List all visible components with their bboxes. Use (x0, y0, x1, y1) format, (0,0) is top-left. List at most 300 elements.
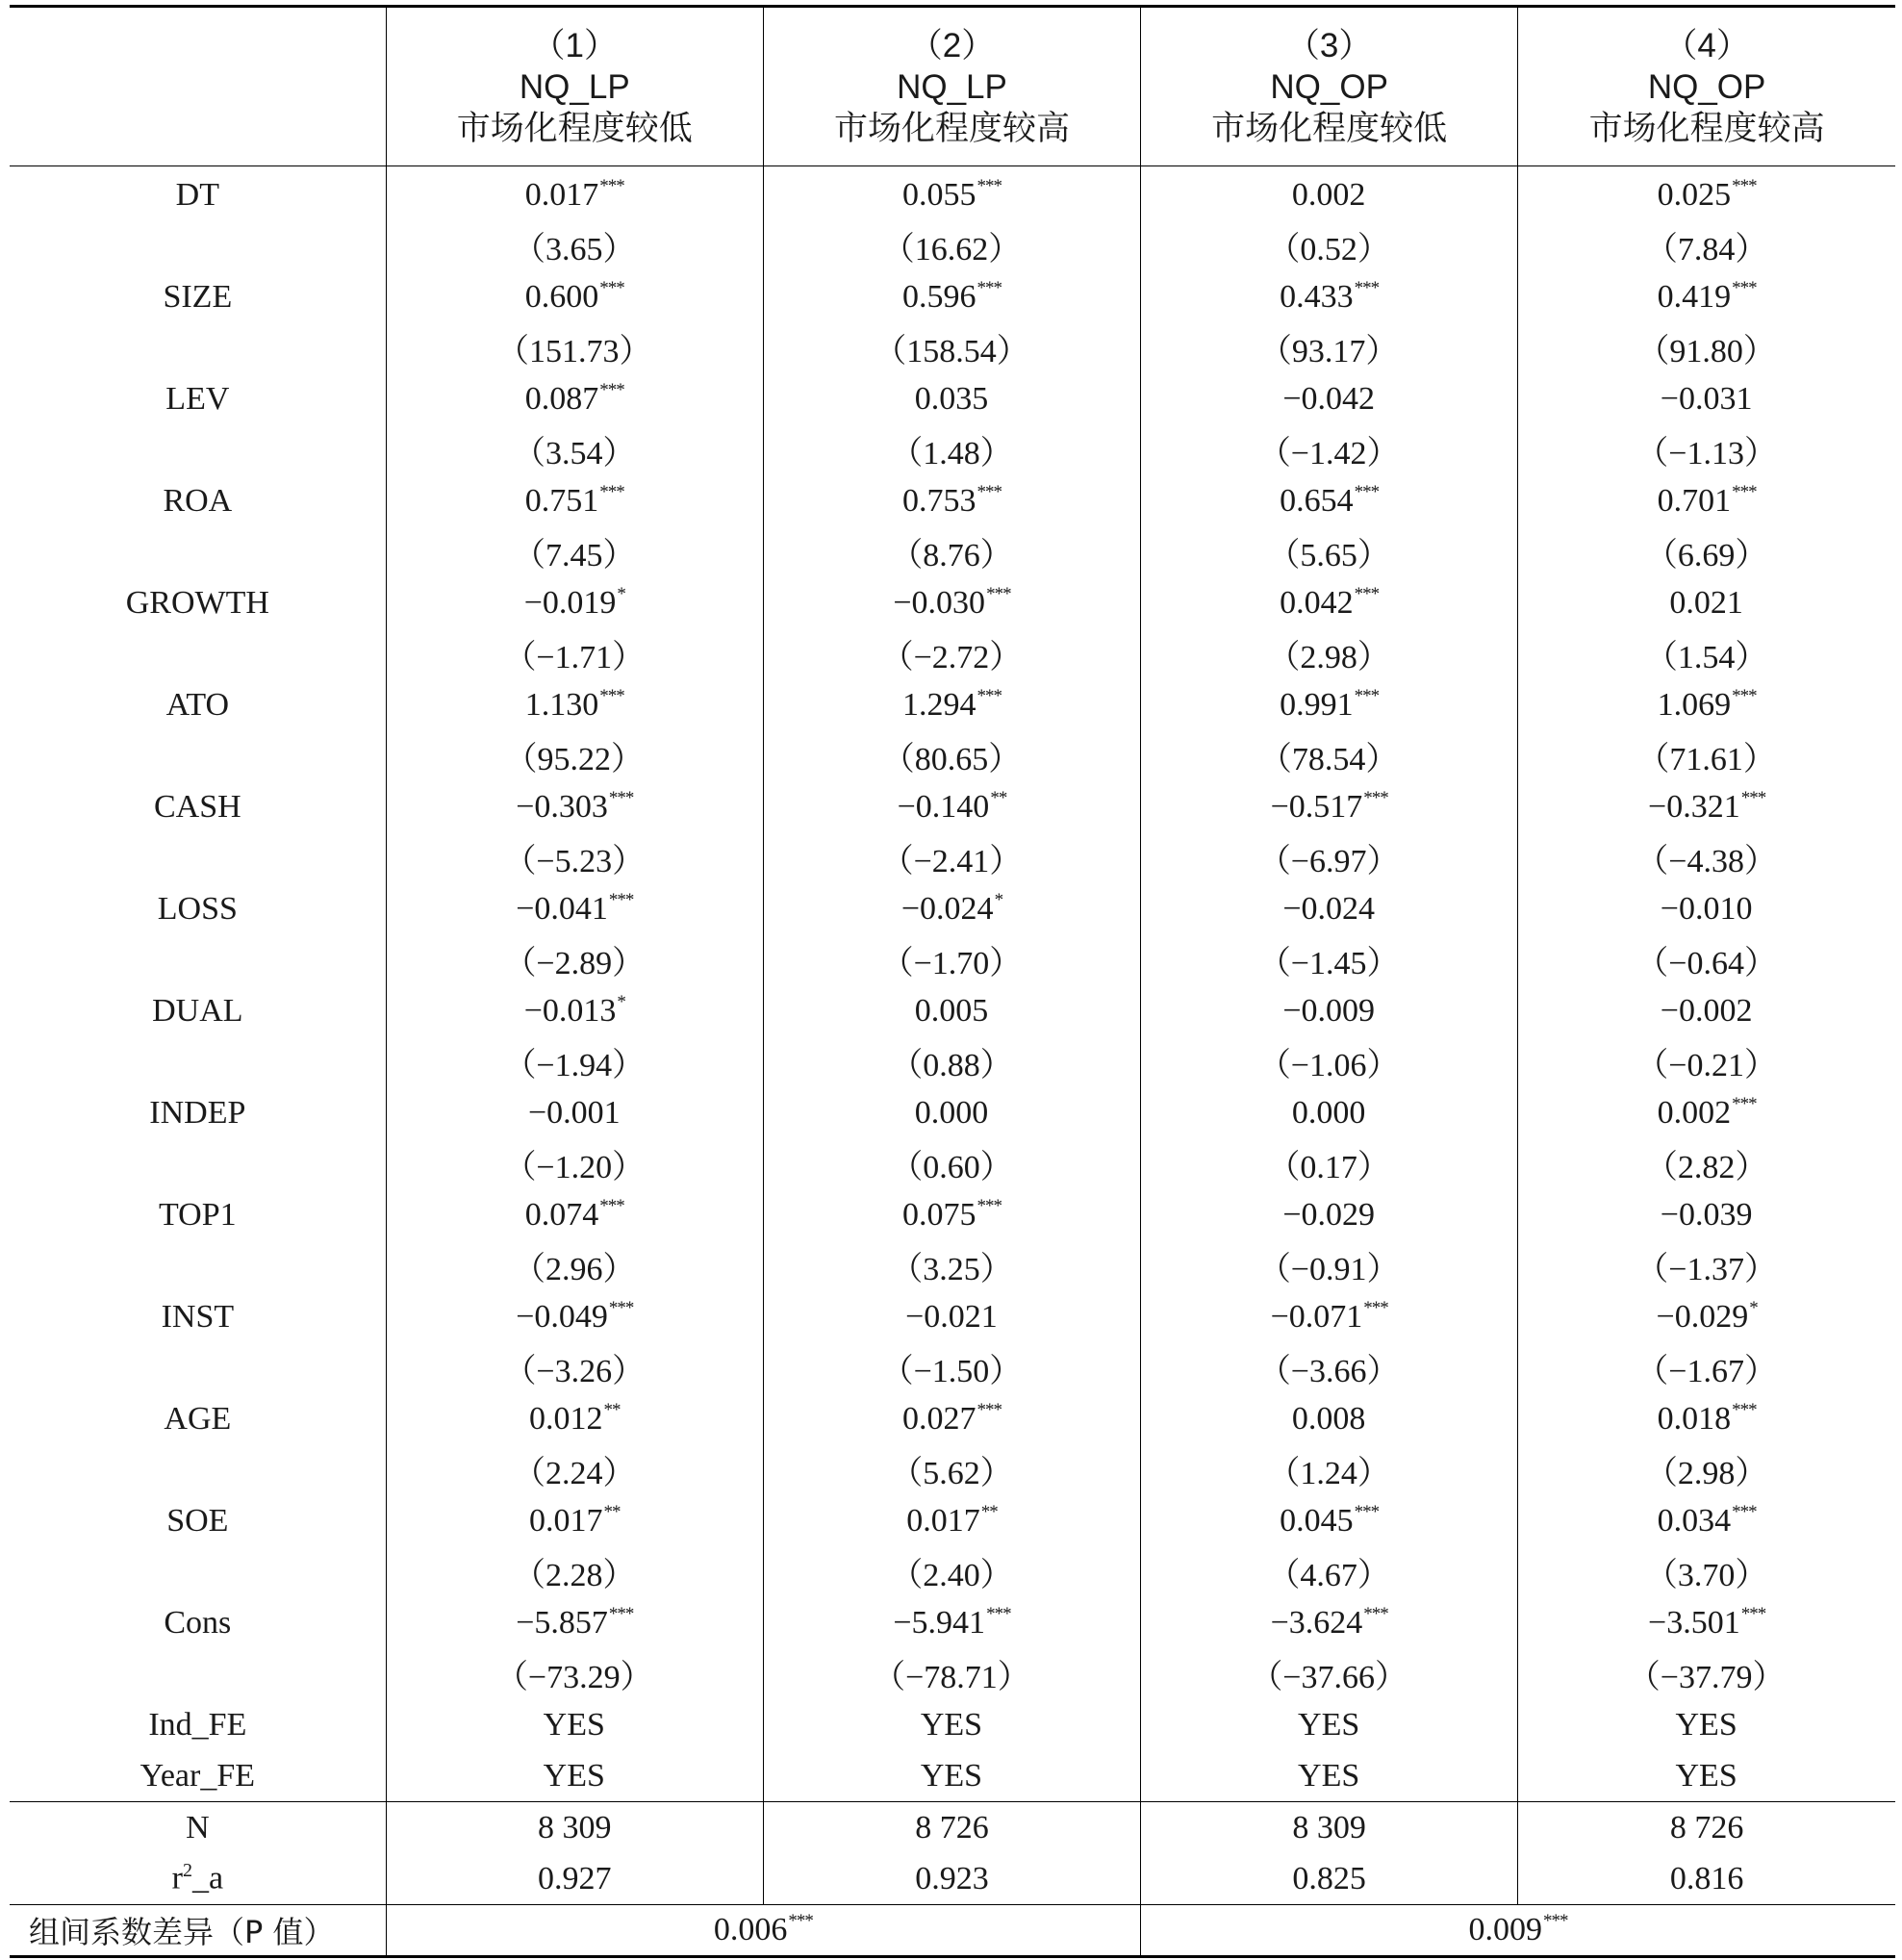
significance-stars: *** (976, 481, 1002, 502)
cell-value: 0.433 (1280, 278, 1354, 315)
row-label (10, 1546, 386, 1597)
row-label: AGE (10, 1393, 386, 1444)
col-variable: NQ_OP (1647, 67, 1766, 106)
col-number: （1） (531, 26, 619, 64)
value-cell (1141, 526, 1518, 577)
value-cell (763, 166, 1140, 221)
cell-value: 0.018 (1657, 1400, 1732, 1437)
table-row (10, 985, 1895, 1036)
row-label: Year_FE (10, 1750, 386, 1802)
significance-stars: *** (608, 1603, 634, 1624)
value-cell (386, 781, 763, 832)
significance-stars: *** (1363, 1603, 1388, 1624)
col-variable: NQ_LP (519, 67, 630, 106)
stat-cell: 8 726 (1518, 1802, 1895, 1854)
cell-value: （−73.29） (495, 1660, 653, 1695)
cell-value: （3.70） (1644, 1558, 1768, 1593)
cell-value: YES (1298, 1706, 1360, 1743)
significance-stars: *** (1732, 175, 1757, 196)
table-row (10, 781, 1895, 832)
row-label: INDEP (10, 1087, 386, 1138)
value-cell (763, 1750, 1140, 1802)
value-cell (1141, 322, 1518, 373)
value-cell (763, 1699, 1140, 1750)
value-cell (1518, 1342, 1895, 1393)
cell-value: （16.62） (881, 232, 1022, 267)
value-cell (1518, 832, 1895, 883)
row-label (10, 1648, 386, 1699)
cell-value: −0.030 (893, 584, 986, 621)
significance-stars: *** (1354, 277, 1380, 298)
cell-value: 0.751 (524, 482, 599, 519)
value-cell (386, 577, 763, 628)
cell-value: 0.002 (1291, 176, 1366, 213)
value-cell (1518, 679, 1895, 730)
significance-stars: *** (608, 889, 634, 910)
row-label (10, 526, 386, 577)
table-row (10, 1648, 1895, 1699)
row-label: ATO (10, 679, 386, 730)
cell-value: 0.035 (914, 380, 989, 417)
table-row (10, 832, 1895, 883)
table-row (10, 1189, 1895, 1240)
label-base: r (171, 1860, 183, 1896)
table-row (10, 1802, 1895, 1854)
cell-value: 0.000 (1291, 1094, 1366, 1131)
cell-value: −0.024 (1282, 890, 1375, 927)
value-cell (1518, 1036, 1895, 1087)
cell-value: −0.041 (516, 890, 608, 927)
cell-value: −0.039 (1660, 1196, 1753, 1233)
footer-row-group (10, 1905, 1895, 1957)
row-label: DUAL (10, 985, 386, 1036)
significance-stars: * (1749, 1297, 1758, 1318)
value-cell (386, 322, 763, 373)
cell-value: （−2.41） (880, 844, 1023, 879)
value-cell (1141, 883, 1518, 934)
value-cell (1518, 475, 1895, 526)
value-cell (1141, 577, 1518, 628)
significance-stars: *** (599, 481, 624, 502)
table-header (10, 7, 1895, 166)
cell-value: （−2.89） (503, 946, 646, 981)
significance-stars: *** (1732, 481, 1757, 502)
significance-stars: *** (976, 277, 1002, 298)
value-cell (1141, 166, 1518, 221)
value-cell (386, 730, 763, 781)
row-label: LOSS (10, 883, 386, 934)
cell-value: 0.419 (1657, 278, 1732, 315)
cell-value: （−1.94） (503, 1048, 646, 1083)
col-group: 市场化程度较低 (1211, 109, 1448, 147)
value-cell (763, 1648, 1140, 1699)
table-row (10, 1546, 1895, 1597)
cell-value: 0.055 (901, 176, 976, 213)
value-cell (386, 526, 763, 577)
table-row (10, 1853, 1895, 1905)
cell-value: 0.017 (529, 1502, 603, 1539)
table-row (10, 1393, 1895, 1444)
value-cell (763, 832, 1140, 883)
value-cell (763, 1444, 1140, 1495)
value-cell (1141, 832, 1518, 883)
significance-stars: *** (599, 175, 624, 196)
cell-value: 0.654 (1280, 482, 1354, 519)
col-number: （4） (1663, 26, 1750, 64)
stats-rows (10, 1802, 1895, 1905)
stat-cell: 0.816 (1669, 1860, 1744, 1896)
value-cell (1518, 1189, 1895, 1240)
value-cell (1141, 730, 1518, 781)
significance-stars: * (617, 991, 625, 1012)
footer-value-op (1141, 1905, 1895, 1957)
cell-value: YES (543, 1706, 605, 1743)
value-cell (1518, 1393, 1895, 1444)
value-cell (763, 220, 1140, 271)
table-row (10, 679, 1895, 730)
value-cell (763, 1393, 1140, 1444)
value-cell (386, 1189, 763, 1240)
cell-value: YES (1675, 1757, 1737, 1794)
value-cell (1141, 271, 1518, 322)
table-row (10, 322, 1895, 373)
row-label (10, 424, 386, 475)
row-label (10, 1853, 386, 1905)
cell-value: （93.17） (1258, 334, 1399, 369)
row-label: SOE (10, 1495, 386, 1546)
regression-table (10, 5, 1895, 1958)
col-number: （2） (908, 26, 996, 64)
cell-value: YES (920, 1757, 983, 1794)
cell-value: （−6.97） (1257, 844, 1400, 879)
value-cell (763, 1291, 1140, 1342)
cell-value: −0.049 (516, 1298, 608, 1335)
value-cell (1518, 322, 1895, 373)
cell-value: 0.075 (901, 1196, 976, 1233)
value-cell (1141, 1291, 1518, 1342)
cell-value: −0.009 (1282, 992, 1375, 1029)
footer-value-lp (386, 1905, 1140, 1957)
significance-stars: *** (608, 1297, 634, 1318)
cell-value: 0.034 (1657, 1502, 1732, 1539)
value-cell (1518, 526, 1895, 577)
cell-value: 0.991 (1280, 686, 1354, 723)
cell-value: （71.61） (1636, 742, 1776, 777)
value-cell (1141, 1750, 1518, 1802)
stat-cell: 8 726 (763, 1802, 1140, 1854)
value-cell (763, 577, 1140, 628)
table-row (10, 730, 1895, 781)
row-label: LEV (10, 373, 386, 424)
cell-value: −0.001 (527, 1094, 621, 1131)
table-row (10, 883, 1895, 934)
cell-value: 0.074 (524, 1196, 599, 1233)
value-cell (1518, 166, 1895, 221)
table-row (10, 1495, 1895, 1546)
cell-value: 0.017 (524, 176, 599, 213)
cell-value: 0.017 (906, 1502, 980, 1539)
table-row (10, 1444, 1895, 1495)
value-cell (1518, 271, 1895, 322)
value-cell (763, 730, 1140, 781)
label-rest: _a (191, 1860, 224, 1896)
cell-value: （2.96） (513, 1252, 636, 1287)
cell-value: （8.76） (890, 538, 1013, 573)
value-cell (763, 424, 1140, 475)
table-row (10, 526, 1895, 577)
significance-stars: *** (599, 685, 624, 706)
value-cell (1141, 1036, 1518, 1087)
significance-stars: *** (1740, 1603, 1766, 1624)
value-cell (763, 985, 1140, 1036)
cell-value: （78.54） (1258, 742, 1399, 777)
significance-stars: ** (603, 1501, 621, 1522)
value-cell (386, 985, 763, 1036)
value-cell (1141, 220, 1518, 271)
cell-value: （−1.67） (1636, 1354, 1777, 1389)
cell-value: −3.501 (1648, 1604, 1740, 1641)
row-label (10, 628, 386, 679)
value-cell (1141, 1444, 1518, 1495)
value-cell (1518, 1087, 1895, 1138)
value-cell (763, 934, 1140, 985)
cell-value: （−37.79） (1627, 1660, 1786, 1695)
cell-value: （3.54） (513, 436, 636, 471)
row-label: CASH (10, 781, 386, 832)
value-cell (1518, 1291, 1895, 1342)
value-cell (1141, 1597, 1518, 1648)
value-cell (386, 883, 763, 934)
row-label (10, 1036, 386, 1087)
value-cell (1518, 1699, 1895, 1750)
cell-value: （−1.45） (1257, 946, 1400, 981)
value-cell (1518, 1444, 1895, 1495)
table-row (10, 373, 1895, 424)
footer-value: 0.006 (713, 1912, 788, 1947)
col-group: 市场化程度较低 (456, 109, 693, 147)
cell-value: （1.54） (1644, 640, 1768, 675)
row-label: N (10, 1802, 386, 1854)
cell-value: （1.24） (1267, 1456, 1390, 1491)
value-cell (1141, 679, 1518, 730)
label-superscript: 2 (182, 1860, 192, 1882)
value-cell (386, 1750, 763, 1802)
value-cell (386, 1240, 763, 1291)
significance-stars: *** (1732, 1501, 1757, 1522)
row-label (10, 1240, 386, 1291)
stat-cell: 0.927 (386, 1853, 763, 1905)
cell-value: 0.753 (901, 482, 976, 519)
stat-cell: 0.923 (763, 1853, 1140, 1905)
cell-value: −0.042 (1282, 380, 1375, 417)
value-cell (1141, 985, 1518, 1036)
cell-value: （2.24） (513, 1456, 636, 1491)
row-label (10, 1444, 386, 1495)
cell-value: （91.80） (1636, 334, 1776, 369)
header-col-4 (1518, 7, 1895, 166)
value-cell (1518, 1648, 1895, 1699)
significance-stars: *** (608, 787, 634, 808)
value-cell (386, 220, 763, 271)
value-cell (1141, 1138, 1518, 1189)
value-cell (386, 1699, 763, 1750)
value-cell (386, 832, 763, 883)
value-cell (1141, 1546, 1518, 1597)
value-cell (1518, 781, 1895, 832)
table-row (10, 1699, 1895, 1750)
significance-stars: *** (1732, 1399, 1757, 1420)
cell-value: 0.600 (524, 278, 599, 315)
col-variable: NQ_LP (897, 67, 1007, 106)
table-row (10, 1291, 1895, 1342)
cell-value: YES (1298, 1757, 1360, 1794)
row-label (10, 934, 386, 985)
cell-value: （2.28） (513, 1558, 636, 1593)
value-cell (763, 373, 1140, 424)
value-cell (1141, 1393, 1518, 1444)
footer-value: 0.009 (1468, 1912, 1543, 1947)
significance-stars: *** (599, 379, 624, 400)
cell-value: −5.857 (516, 1604, 608, 1641)
cell-value: （−3.26） (503, 1354, 646, 1389)
value-cell (386, 1444, 763, 1495)
cell-value: −0.024 (900, 890, 994, 927)
cell-value: （−0.21） (1636, 1048, 1777, 1083)
value-cell (1141, 1648, 1518, 1699)
cell-value: 0.596 (901, 278, 976, 315)
significance-stars: *** (1363, 787, 1388, 808)
cell-value: −3.624 (1270, 1604, 1363, 1641)
cell-value: YES (920, 1706, 983, 1743)
row-label: SIZE (10, 271, 386, 322)
cell-value: −0.517 (1270, 788, 1363, 825)
stat-cell: 0.825 (1141, 1853, 1518, 1905)
cell-value: 1.294 (901, 686, 976, 723)
significance-stars: *** (976, 685, 1002, 706)
cell-value: （2.98） (1267, 640, 1390, 675)
cell-value: 0.008 (1291, 1400, 1366, 1437)
cell-value: （5.65） (1267, 538, 1390, 573)
table-row (10, 577, 1895, 628)
table-row (10, 1597, 1895, 1648)
value-cell (386, 166, 763, 221)
value-cell (1518, 934, 1895, 985)
table-row (10, 166, 1895, 221)
row-label (10, 220, 386, 271)
col-group: 市场化程度较高 (1588, 109, 1825, 147)
cell-value: （0.52） (1267, 232, 1390, 267)
cell-value: −0.029 (1656, 1298, 1749, 1335)
value-cell (1141, 934, 1518, 985)
cell-value: （158.54） (874, 334, 1029, 369)
table-row (10, 271, 1895, 322)
value-cell (763, 1087, 1140, 1138)
significance-stars: *** (1354, 583, 1380, 604)
value-cell (386, 1138, 763, 1189)
value-cell (763, 1342, 1140, 1393)
significance-stars: *** (1354, 481, 1380, 502)
cell-value: （2.98） (1644, 1456, 1768, 1491)
cell-value: 0.000 (914, 1094, 989, 1131)
value-cell (1518, 1138, 1895, 1189)
header-col-2 (763, 7, 1140, 166)
cell-value: （−78.71） (873, 1660, 1030, 1695)
cell-value: −0.010 (1660, 890, 1753, 927)
value-cell (386, 1546, 763, 1597)
value-cell (386, 934, 763, 985)
cell-value: （5.62） (890, 1456, 1013, 1491)
cell-value: 0.042 (1280, 584, 1354, 621)
cell-value: （−1.71） (503, 640, 646, 675)
cell-value: −0.002 (1660, 992, 1753, 1029)
cell-value: 1.130 (524, 686, 599, 723)
cell-value: −0.021 (905, 1298, 998, 1335)
value-cell (386, 1036, 763, 1087)
cell-value: （−1.13） (1636, 436, 1777, 471)
value-cell (1518, 1546, 1895, 1597)
value-cell (763, 1546, 1140, 1597)
cell-value: （−1.20） (503, 1150, 646, 1185)
value-cell (1141, 1699, 1518, 1750)
significance-stars: ** (603, 1399, 621, 1420)
value-cell (763, 628, 1140, 679)
value-cell (1141, 475, 1518, 526)
cell-value: −0.321 (1648, 788, 1740, 825)
col-number: （3） (1285, 26, 1373, 64)
significance-stars: *** (1740, 787, 1766, 808)
significance-stars: *** (976, 1399, 1002, 1420)
cell-value: YES (543, 1757, 605, 1794)
value-cell (386, 271, 763, 322)
row-label (10, 730, 386, 781)
cell-value: （−1.70） (880, 946, 1023, 981)
footer-label: 组间系数差异（P 值） (10, 1905, 386, 1957)
significance-stars: *** (788, 1911, 813, 1931)
cell-value: （−5.23） (503, 844, 646, 879)
significance-stars: *** (599, 277, 624, 298)
value-cell (1518, 577, 1895, 628)
cell-value: （7.45） (513, 538, 636, 573)
value-cell (763, 322, 1140, 373)
cell-value: （2.82） (1644, 1150, 1768, 1185)
cell-value: （−1.42） (1257, 436, 1400, 471)
value-cell (1518, 220, 1895, 271)
value-cell (1141, 781, 1518, 832)
cell-value: −0.019 (523, 584, 617, 621)
table-row (10, 628, 1895, 679)
value-cell (763, 1036, 1140, 1087)
cell-value: 0.002 (1657, 1094, 1732, 1131)
table-row (10, 1342, 1895, 1393)
value-cell (386, 1291, 763, 1342)
value-cell (386, 1597, 763, 1648)
value-cell (386, 424, 763, 475)
value-cell (1518, 1750, 1895, 1802)
value-cell (763, 475, 1140, 526)
significance-stars: *** (986, 583, 1011, 604)
cell-value: （95.22） (504, 742, 645, 777)
significance-stars: * (617, 583, 625, 604)
value-cell (763, 526, 1140, 577)
value-cell (763, 781, 1140, 832)
coefficient-rows (10, 166, 1895, 1802)
value-cell (1141, 1240, 1518, 1291)
value-cell (386, 679, 763, 730)
cell-value: （3.25） (890, 1252, 1013, 1287)
cell-value: （−2.72） (880, 640, 1023, 675)
row-label (10, 1342, 386, 1393)
row-label (10, 1138, 386, 1189)
